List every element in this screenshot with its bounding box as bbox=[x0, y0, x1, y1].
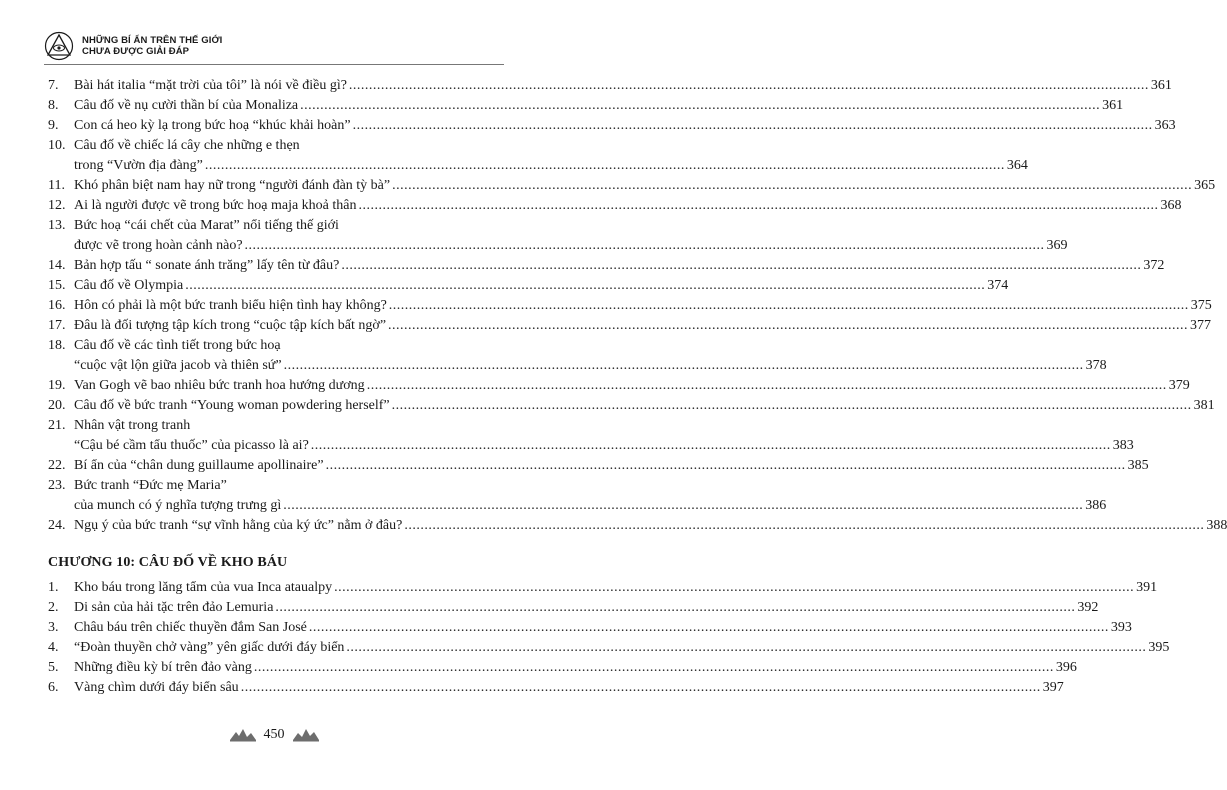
dot-leader: ........................................................................................................................................................................................................ bbox=[300, 98, 1101, 113]
toc-entry-line bbox=[48, 598, 1099, 618]
toc-entry-page: 377 bbox=[1190, 318, 1212, 333]
toc-entry-line bbox=[48, 196, 1182, 216]
toc-entry-number: 5. bbox=[48, 660, 59, 675]
toc-entry-line bbox=[48, 176, 1216, 196]
toc-entry-page: 381 bbox=[1193, 398, 1215, 413]
toc-entry-number: 22. bbox=[48, 458, 66, 473]
toc-entry-line bbox=[48, 156, 1028, 176]
toc-entry-page: 375 bbox=[1190, 298, 1212, 313]
page-number: 450 bbox=[263, 727, 285, 742]
toc-entry-number: 16. bbox=[48, 298, 66, 313]
toc-entry-title: Nhân vật trong tranh bbox=[74, 418, 191, 433]
dot-leader: ........................................................................................................................................................................................................ bbox=[366, 378, 1167, 393]
toc-entry-page: 378 bbox=[1085, 358, 1107, 373]
toc-entry-title: Câu đố về chiếc lá cây che những e thẹn bbox=[74, 138, 300, 153]
header-title bbox=[82, 35, 222, 57]
header-line-1: NHỮNG BÍ ẨN TRÊN THẾ GIỚI bbox=[82, 35, 223, 46]
toc-entry-page: 365 bbox=[1194, 178, 1216, 193]
toc-entry-title: Đâu là đối tượng tập kích trong “cuộc tập kích bất ngờ” bbox=[74, 318, 387, 333]
toc-entry-title: của munch có ý nghĩa tượng trưng gì bbox=[74, 498, 282, 513]
toc-entry-line bbox=[48, 76, 1172, 96]
toc-entry-page: 383 bbox=[1112, 438, 1134, 453]
toc-entry-line bbox=[48, 638, 1170, 658]
toc-entry-number: 1. bbox=[48, 580, 59, 595]
toc-entry-page: 396 bbox=[1055, 660, 1077, 675]
toc-entry-line bbox=[48, 336, 506, 356]
dot-leader: ........................................................................................................................................................................................................ bbox=[283, 498, 1084, 513]
toc-entry-number: 24. bbox=[48, 518, 66, 533]
toc-entry-number: 9. bbox=[48, 118, 59, 133]
toc-entry-line bbox=[48, 416, 506, 436]
toc-entry-page: 397 bbox=[1042, 680, 1064, 695]
dot-leader: ........................................................................................................................................................................................................ bbox=[391, 398, 1192, 413]
toc-entry-line bbox=[48, 476, 506, 496]
toc-entry-line bbox=[48, 316, 1212, 336]
toc-entry-line bbox=[48, 516, 1227, 536]
toc-entry-page: 392 bbox=[1077, 600, 1099, 615]
page-footer bbox=[0, 724, 548, 746]
toc-entry-page: 395 bbox=[1148, 640, 1170, 655]
ornament-right-icon bbox=[291, 727, 321, 743]
dot-leader: ........................................................................................................................................................................................................ bbox=[325, 458, 1126, 473]
toc-entry-number: 2. bbox=[48, 600, 59, 615]
toc-entry-number: 7. bbox=[48, 78, 59, 93]
dot-leader: ........................................................................................................................................................................................................ bbox=[346, 640, 1147, 655]
toc-entry-page: 368 bbox=[1160, 198, 1182, 213]
running-header bbox=[44, 28, 222, 64]
toc-entry-line bbox=[48, 356, 1107, 376]
header-divider bbox=[44, 64, 504, 65]
toc-entry-line bbox=[48, 116, 1176, 136]
toc-entry-line bbox=[48, 276, 1009, 296]
toc-entry-page: 364 bbox=[1006, 158, 1028, 173]
dot-leader: ........................................................................................................................................................................................................ bbox=[204, 158, 1005, 173]
toc-entry-number: 10. bbox=[48, 138, 66, 153]
eye-pyramid-logo-icon bbox=[44, 31, 74, 61]
toc-entry-page: 374 bbox=[987, 278, 1009, 293]
toc-entry-number: 8. bbox=[48, 98, 59, 113]
toc-entry-page: 372 bbox=[1143, 258, 1165, 273]
toc-entry-title: Châu báu trên chiếc thuyền đắm San José bbox=[74, 620, 307, 635]
toc-entry-title: Ai là người được vẽ trong bức hoạ maja khoả thân bbox=[74, 198, 357, 213]
toc-entry-page: 385 bbox=[1127, 458, 1149, 473]
toc-entry-line bbox=[48, 256, 1165, 276]
toc-entry-line bbox=[48, 496, 1107, 516]
dot-leader: ........................................................................................................................................................................................................ bbox=[310, 438, 1111, 453]
toc-entry-line bbox=[48, 578, 1158, 598]
dot-leader: ........................................................................................................................................................................................................ bbox=[308, 620, 1109, 635]
toc-entry-title: Khó phân biệt nam hay nữ trong “người đánh đàn tỳ bà” bbox=[74, 178, 391, 193]
dot-leader: ........................................................................................................................................................................................................ bbox=[388, 298, 1189, 313]
toc-entry-page: 391 bbox=[1136, 580, 1158, 595]
toc-entry-page: 369 bbox=[1046, 238, 1068, 253]
toc-entry-title: Kho báu trong lăng tẩm của vua Inca ataualpy bbox=[74, 580, 333, 595]
toc-entry-title: trong “Vườn địa đàng” bbox=[74, 158, 203, 173]
dot-leader: ........................................................................................................................................................................................................ bbox=[358, 198, 1159, 213]
toc-entry-title: Vàng chìm dưới đáy biển sâu bbox=[74, 680, 239, 695]
toc-entry-page: 386 bbox=[1085, 498, 1107, 513]
dot-leader: ........................................................................................................................................................................................................ bbox=[283, 358, 1084, 373]
toc-entry-title: Bí ẩn của “chân dung guillaume apollinaire” bbox=[74, 458, 324, 473]
toc-entry-line bbox=[48, 618, 1132, 638]
toc-entry-page: 361 bbox=[1150, 78, 1172, 93]
toc-entry-title: “cuộc vật lộn giữa jacob và thiên sứ” bbox=[74, 358, 282, 373]
dot-leader: ........................................................................................................................................................................................................ bbox=[404, 518, 1205, 533]
toc-entry-title: Ngụ ý của bức tranh “sự vĩnh hằng của ký ức” nằm ở đâu? bbox=[74, 518, 403, 533]
toc-entry-number: 14. bbox=[48, 258, 66, 273]
toc-entry-title: Những điều kỳ bí trên đảo vàng bbox=[74, 660, 252, 675]
toc-entry-title: Bức hoạ “cái chết của Marat” nổi tiếng thế giới bbox=[74, 218, 339, 233]
dot-leader: ........................................................................................................................................................................................................ bbox=[392, 178, 1193, 193]
toc-entry-number: 3. bbox=[48, 620, 59, 635]
header-line-2: CHƯA ĐƯỢC GIẢI ĐÁP bbox=[82, 46, 190, 57]
toc-entry-title: Hôn có phải là một bức tranh biểu hiện tình hay không? bbox=[74, 298, 387, 313]
toc-entry-title: “Đoàn thuyền chở vàng” yên giấc dưới đáy biển bbox=[74, 640, 345, 655]
toc-entry-number: 23. bbox=[48, 478, 66, 493]
dot-leader: ........................................................................................................................................................................................................ bbox=[244, 238, 1045, 253]
toc-entry-title: Con cá heo kỳ lạ trong bức hoạ “khúc khải hoàn” bbox=[74, 118, 351, 133]
toc-entry-title: Van Gogh vẽ bao nhiêu bức tranh hoa hướng dương bbox=[74, 378, 365, 393]
dot-leader: ........................................................................................................................................................................................................ bbox=[240, 680, 1041, 695]
toc-entry-page: 363 bbox=[1154, 118, 1176, 133]
ornament-left-icon bbox=[228, 727, 258, 743]
toc-entry-page: 388 bbox=[1206, 518, 1227, 533]
toc-entry-number: 12. bbox=[48, 198, 66, 213]
toc-entry-number: 18. bbox=[48, 338, 66, 353]
toc-entry-title: “Cậu bé cầm tẩu thuốc” của picasso là ai? bbox=[74, 438, 309, 453]
dot-leader: ........................................................................................................................................................................................................ bbox=[348, 78, 1149, 93]
toc-entry-line bbox=[48, 456, 1149, 476]
toc-entry-line bbox=[48, 96, 1124, 116]
toc-entry-title: Câu đố về bức tranh “Young woman powdering herself” bbox=[74, 398, 390, 413]
dot-leader: ........................................................................................................................................................................................................ bbox=[253, 660, 1054, 675]
dot-leader: ........................................................................................................................................................................................................ bbox=[275, 600, 1076, 615]
toc-entry-line bbox=[48, 376, 1190, 396]
toc-entry-title: Bức tranh “Đức mẹ Maria” bbox=[74, 478, 227, 493]
chapter-title: CHƯƠNG 10: CÂU ĐỐ VỀ KHO BÁU bbox=[48, 555, 288, 570]
dot-leader: ........................................................................................................................................................................................................ bbox=[334, 580, 1135, 595]
toc-entry-line bbox=[48, 216, 506, 236]
toc-list bbox=[48, 76, 1227, 536]
toc-entry-line bbox=[48, 658, 1077, 678]
toc-entry-line bbox=[48, 296, 1212, 316]
toc-entry-number: 11. bbox=[48, 178, 65, 193]
toc-entry-line bbox=[48, 136, 506, 156]
toc-entry-number: 20. bbox=[48, 398, 66, 413]
toc-entry-title: Câu đố về nụ cười thần bí của Monaliza bbox=[74, 98, 299, 113]
toc-entry-number: 4. bbox=[48, 640, 59, 655]
chapter-toc-list bbox=[48, 578, 1170, 698]
toc-entry-line bbox=[48, 236, 1068, 256]
toc-entry-page: 393 bbox=[1110, 620, 1132, 635]
toc-entry-line bbox=[48, 396, 1215, 416]
dot-leader: ........................................................................................................................................................................................................ bbox=[388, 318, 1189, 333]
toc-entry-page: 361 bbox=[1102, 98, 1124, 113]
dot-leader: ........................................................................................................................................................................................................ bbox=[352, 118, 1153, 133]
dot-leader: ........................................................................................................................................................................................................ bbox=[185, 278, 986, 293]
toc-entry-title: Di sản của hải tặc trên đảo Lemuria bbox=[74, 600, 274, 615]
toc-entry-title: Câu đố về Olympia bbox=[74, 278, 184, 293]
toc-entry-number: 6. bbox=[48, 680, 59, 695]
toc-entry-number: 21. bbox=[48, 418, 66, 433]
toc-entry-number: 15. bbox=[48, 278, 66, 293]
toc-entry-line bbox=[48, 436, 1134, 456]
toc-entry-title: Câu đố về các tình tiết trong bức hoạ bbox=[74, 338, 281, 353]
toc-entry-number: 17. bbox=[48, 318, 66, 333]
toc-entry-title: Bản hợp tấu “ sonate ánh trăng” lấy tên từ đâu? bbox=[74, 258, 340, 273]
toc-entry-line bbox=[48, 678, 1064, 698]
toc-entry-number: 13. bbox=[48, 218, 66, 233]
toc-entry-number: 19. bbox=[48, 378, 66, 393]
dot-leader: ........................................................................................................................................................................................................ bbox=[341, 258, 1142, 273]
toc-entry-title: được vẽ trong hoàn cảnh nào? bbox=[74, 238, 243, 253]
toc-entry-page: 379 bbox=[1168, 378, 1190, 393]
toc-entry-title: Bài hát italia “mặt trời của tôi” là nói về điều gì? bbox=[74, 78, 347, 93]
